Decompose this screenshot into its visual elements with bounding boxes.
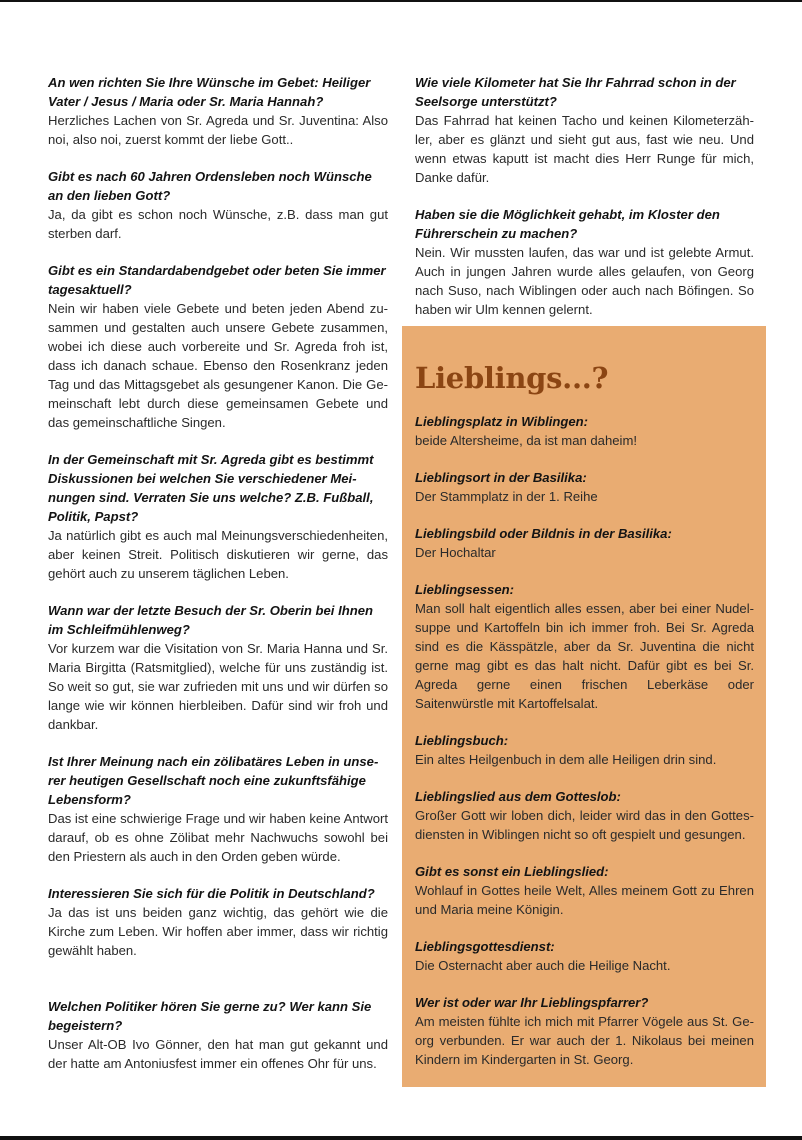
interview-answer: Vor kurzem war die Visitation von Sr. Maria Hanna und Sr. Maria Birgitta (Ratsmitglied), welche für uns zuständig ist. So weit so gut, sie war zufrieden mit uns und wir dürfen so lange wie wir können hierbleiben. Dafür sind wir froh und dankbar. [48, 641, 388, 732]
qa-block [48, 752, 388, 866]
interview-answer: Ja natürlich gibt es auch mal Meinungsverschiedenheiten, aber keinen Streit. Politisch diskutieren wir gerne, das gehört auch zu unserem täglichen Leben. [48, 528, 388, 581]
interview-question: Haben sie die Möglichkeit gehabt, im Kloster den Führerschein zu machen? [415, 207, 720, 241]
qa-block [48, 73, 388, 149]
favorite-answer: Wohlauf in Gottes heile Welt, Alles meinem Gott zu Ehren und Maria meine Königin. [415, 883, 754, 917]
favorite-answer: Der Stammplatz in der 1. Reihe [415, 489, 598, 504]
interview-question: Welchen Politiker hören Sie gerne zu? Wer kann Sie begeistern? [48, 999, 372, 1033]
favorite-answer: Großer Gott wir loben dich, leider wird das in den Gottesdiensten in Wiblingen nicht so oft gespielt und gesungen. [415, 808, 754, 842]
qa-block [48, 884, 388, 960]
favorite-label: Gibt es sonst ein Lieblingslied: [415, 864, 609, 879]
favorite-label: Lieblingslied aus dem Gotteslob: [415, 789, 621, 804]
interview-answer: Ja, da gibt es schon noch Wünsche, z.B. dass man gut sterben darf. [48, 207, 388, 241]
favorite-label: Lieblingsort in der Basilika: [415, 470, 587, 485]
interview-question: Wie viele Kilometer hat Sie Ihr Fahrrad schon in der Seelsorge unterstützt? [415, 75, 736, 109]
favorite-label: Lieblingsbild oder Bildnis in der Basilika: [415, 526, 672, 541]
interview-answer: Das Fahrrad hat keinen Tacho und keinen Kilometerzähler, aber es glänzt und sieht gut aus, fast wie neu. Und wenn etwas kaputt ist macht dies Herr Runge für mich, Danke dafür. [415, 113, 754, 185]
favorite-item [415, 937, 754, 975]
interview-question: Ist Ihrer Meinung nach ein zölibatäres Leben in unserer heutigen Gesellschaft noch eine zukunftsfähige Lebensform? [48, 754, 379, 807]
favorite-label: Lieblingsgottesdienst: [415, 939, 555, 954]
interview-question: Gibt es ein Standardabendgebet oder beten Sie immer tagesaktuell? [48, 263, 386, 297]
left-interview-column [48, 73, 388, 1091]
right-interview-column [415, 73, 754, 337]
favorites-box [402, 326, 766, 1087]
qa-block [48, 601, 388, 734]
favorite-item [415, 524, 754, 562]
qa-block [48, 167, 388, 243]
favorite-answer: Der Hochaltar [415, 545, 496, 560]
interview-question: An wen richten Sie Ihre Wünsche im Gebet: Heiliger Vater / Jesus / Maria oder Sr. Maria Hannah? [48, 75, 371, 109]
interview-answer: Ja das ist uns beiden ganz wichtig, das gehört wie die Kirche zum Leben. Wir hoffen aber immer, dass wir richtig gewählt haben. [48, 905, 388, 958]
qa-block [48, 997, 388, 1073]
favorites-list [415, 412, 754, 1087]
favorite-item [415, 862, 754, 919]
favorite-label: Lieblingsessen: [415, 582, 514, 597]
favorite-answer: Am meisten fühlte ich mich mit Pfarrer Vögele aus St. Georg verbunden. Er war auch der 1. Nikolaus bei meinen Kindern im Kindergarten in St. Georg. [415, 1014, 754, 1067]
favorite-item [415, 787, 754, 844]
favorite-item [415, 468, 754, 506]
interview-question: Gibt es nach 60 Jahren Ordensleben noch Wünsche an den lieben Gott? [48, 169, 372, 203]
favorite-answer: beide Altersheime, da ist man daheim! [415, 433, 637, 448]
favorite-item [415, 731, 754, 769]
qa-block [48, 450, 388, 583]
interview-answer: Das ist eine schwierige Frage und wir haben keine Antwort darauf, ob es ohne Zölibat mehr Nachwuchs sowohl bei den Priestern als auch in den Orden geben würde. [48, 811, 388, 864]
favorite-label: Wer ist oder war Ihr Lieblingspfarrer? [415, 995, 649, 1010]
interview-question: Wann war der letzte Besuch der Sr. Oberin bei Ihnen im Schleifmühlenweg? [48, 603, 373, 637]
top-border-rule [0, 0, 802, 2]
favorite-answer: Die Osternacht aber auch die Heilige Nacht. [415, 958, 671, 973]
favorite-item [415, 412, 754, 450]
bottom-border-rule [0, 1136, 802, 1140]
interview-answer: Herzliches Lachen von Sr. Agreda und Sr. Juventina: Also noi, also noi, zuerst kommt der liebe Gott.. [48, 113, 388, 147]
qa-block [48, 261, 388, 432]
qa-block [415, 73, 754, 187]
interview-question: Interessieren Sie sich für die Politik in Deutschland? [48, 886, 375, 901]
favorite-label: Lieblingsbuch: [415, 733, 509, 748]
favorite-item [415, 580, 754, 713]
interview-answer: Nein. Wir mussten laufen, das war und ist gelebte Armut. Auch in jungen Jahren wurde alles gelaufen, von Georg nach Suso, nach Wiblingen oder auch nach Böfingen. So haben wir Ulm kennen gelernt. [415, 245, 754, 317]
interview-answer: Nein wir haben viele Gebete und beten jeden Abend zusammen und gestalten auch unsere Gebete zusammen, wobei ich diese auch vorbereite und Sr. Agreda froh ist, dass ich danach schaue. Ebenso den Rosenkranz jeden Tag und das Mittagsgebet als gesungener Kanon. Die Gemeinschaft lebt durch diese gemeinsamen Gebete und das gemeinschaftliche Singen. [48, 301, 388, 430]
qa-block [415, 205, 754, 319]
favorite-answer: Man soll halt eigentlich alles essen, aber bei einer Nudelsuppe und Kartoffeln bin ich immer froh. Bei Sr. Agreda sind es die Kässpätzle, aber da Sr. Juventina die nicht gerne mag gibt es das halt nicht. Dafür gibt es bei Sr. Agreda gerne einen frischen Leberkäse oder Saitenwürstle mit Kartoffelsalat. [415, 601, 754, 711]
favorite-item [415, 993, 754, 1069]
favorites-title: Lieblings...? [415, 361, 609, 395]
favorite-label: Lieblingsplatz in Wiblingen: [415, 414, 588, 429]
interview-answer: Unser Alt-OB Ivo Gönner, den hat man gut gekannt und der hatte am Antoniusfest immer ein offenes Ohr für uns. [48, 1037, 388, 1071]
favorite-answer: Ein altes Heilgenbuch in dem alle Heiligen drin sind. [415, 752, 717, 767]
interview-question: In der Gemeinschaft mit Sr. Agreda gibt es bestimmt Diskussionen bei welchen Sie verschiedener Meinungen sind. Verraten Sie uns welche? Z.B. Fußball, Politik, Papst? [48, 452, 374, 524]
